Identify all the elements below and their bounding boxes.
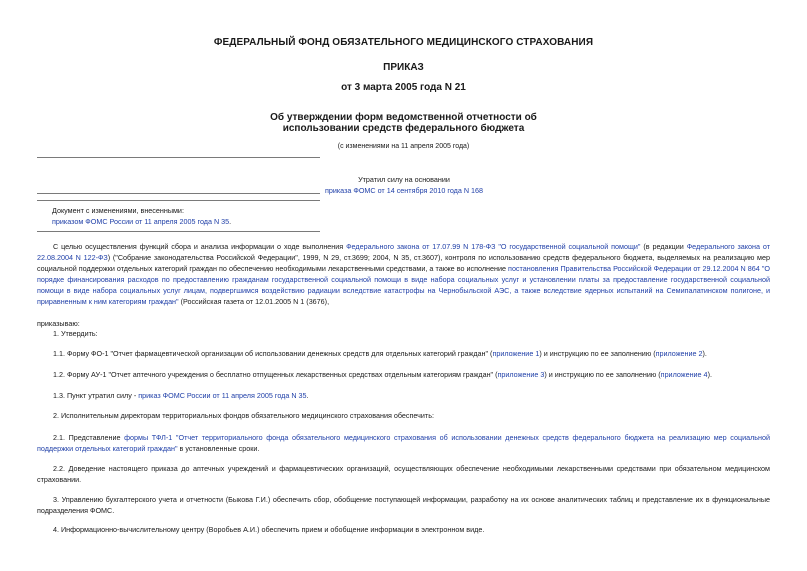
amendments-text: Документ с изменениями, внесенными: bbox=[52, 206, 184, 215]
organization-heading: ФЕДЕРАЛЬНЫЙ ФОНД ОБЯЗАТЕЛЬНОГО МЕДИЦИНСКОГО СТРАХОВАНИЯ bbox=[213, 37, 594, 48]
appendix-1-link[interactable]: приложение 1 bbox=[492, 349, 540, 358]
title-line-2: использовании средств федерального бюджета bbox=[282, 123, 525, 134]
document-title bbox=[0, 112, 807, 134]
amended-note: (с изменениями на 11 апреля 2005 года) bbox=[337, 143, 470, 150]
item-1-1: 1.1. Форму ФО-1 "Отчет фармацевтической организации об использовании денежных средств для отдельных категорий граждан" (приложение 1) и инструкцию по ее заполнению (приложение 2). bbox=[53, 349, 707, 358]
intro-paragraph: С целью осуществления функций сбора и анализа информации о ходе выполнения Федерального закона от 17.07.99 N 178-ФЗ "О государственной социальной помощи" (в редакции Федерального закона от 22.08.2004 N 122-ФЗ) ("Собрание законодательства Российской Федерации", 1999, N 29, ст.3699; 2004, N 35, ст.3607), контроля по использованию средств федерального бюджета, выделяемых на реализацию мер социальной поддержки отдельных категорий граждан по обеспечению необходимыми лекарственными средствами, а также во исполнение постановления Правительства Российской Федерации от 29.12.2004 N 864 "О порядке финансирования расходов по предоставлению гражданам государственной социальной помощи в виде набора социальных услуг и установлении платы за предоставление государственной социальной помощи в виде набора социальных услуг лицам, подвергшимся воздействию радиации вследствие катастрофы на Чернобыльской АЭС, а также вследствие ядерных испытаний на Семипалатинском полигоне, и приравненным к ним категориям граждан" (Российская газета от 12.01.2005 N 1 (3676), bbox=[37, 242, 771, 306]
appendix-4-link[interactable]: приложение 4 bbox=[660, 370, 708, 379]
lost-force-link[interactable]: приказа ФОМС от 14 сентября 2010 года N 168 bbox=[324, 186, 484, 195]
resolution-864-link[interactable]: постановления Правительства Российской Федерации от 29.12.2004 N 864 "О порядке финансирования расходов по предоставлению гражданам государственной социальной помощи в виде набора социальных услуг и установлении платы за предоставление государственной социальной помощи в виде набора социальных услуг лицам, подвергшимся воздействию радиации вследствие катастрофы на Чернобыльской АЭС, а также вследствие ядерных испытаний на Семипалатинском полигоне, и приравненным к ним категориям граждан" bbox=[37, 264, 770, 306]
item-4: 4. Информационно-вычислительному центру (Воробьев А.И.) обеспечить прием и обобщение информации в электронном виде. bbox=[53, 525, 485, 534]
appendix-2-link[interactable]: приложение 2 bbox=[655, 349, 703, 358]
appendix-3-link[interactable]: приложение 3 bbox=[497, 370, 545, 379]
document-date: от 3 марта 2005 года N 21 bbox=[341, 82, 466, 93]
amendments-block: Документ с изменениями, внесенными: приказом ФОМС России от 11 апреля 2005 года N 35. bbox=[52, 206, 232, 226]
lost-force-text: Утратил силу на основании bbox=[358, 175, 450, 184]
document-type: ПРИКАЗ bbox=[383, 62, 424, 73]
orders-line: приказываю: bbox=[37, 319, 80, 328]
item-3: 3. Управлению бухгалтерского учета и отчетности (Быкова Г.И.) обеспечить сбор, обобщение поступающей информации, разработку на их основе аналитических таблиц и представление их в функциональные подразделения ФОМС. bbox=[37, 495, 770, 515]
item-2: 2. Исполнительным директорам территориальных фондов обязательного медицинского страхования обеспечить: bbox=[53, 411, 434, 420]
item-2-2: 2.2. Доведение настоящего приказа до аптечных учреждений и фармацевтических организаций, осуществляющих обеспечение необходимыми лекарственными средствами при обязательном медицинском страховании. bbox=[37, 464, 770, 484]
amendments-link[interactable]: приказом ФОМС России от 11 апреля 2005 года N 35 bbox=[52, 217, 230, 226]
item-1-3: 1.3. Пункт утратил силу - приказ ФОМС России от 11 апреля 2005 года N 35. bbox=[53, 391, 309, 400]
divider-3 bbox=[37, 200, 320, 201]
law-178-link[interactable]: Федерального закона от 17.07.99 N 178-ФЗ "О государственной социальной помощи" bbox=[346, 242, 641, 251]
item-2-1: 2.1. Представление формы ТФЛ-1 "Отчет территориального фонда обязательного медицинского страхования об использовании денежных средств федерального бюджета на реализацию мер социальной поддержки отдельных категорий граждан" в установленные сроки. bbox=[37, 433, 771, 453]
approve-line: 1. Утвердить: bbox=[53, 329, 98, 338]
order-35-link[interactable]: приказ ФОМС России от 11 апреля 2005 года N 35 bbox=[138, 391, 307, 400]
divider-4 bbox=[37, 231, 320, 232]
divider-1 bbox=[37, 157, 320, 158]
form-tfl-1-link[interactable]: формы ТФЛ-1 "Отчет территориального фонда обязательного медицинского страхования об использовании денежных средств федерального бюджета на реализацию мер социальной поддержки отдельных категорий граждан" bbox=[37, 433, 771, 453]
item-1-2: 1.2. Форму АУ-1 "Отчет аптечного учреждения о бесплатно отпущенных лекарственных средствах отдельным категориям граждан" (приложение 3) и инструкцию по ее заполнению (приложение 4). bbox=[53, 370, 712, 379]
lost-force-note bbox=[321, 174, 487, 196]
law-122-link[interactable]: Федерального закона от 22.08.2004 N 122-ФЗ bbox=[37, 242, 771, 262]
divider-2 bbox=[37, 193, 320, 194]
title-line-1: Об утверждении форм ведомственной отчетности об bbox=[270, 112, 537, 123]
